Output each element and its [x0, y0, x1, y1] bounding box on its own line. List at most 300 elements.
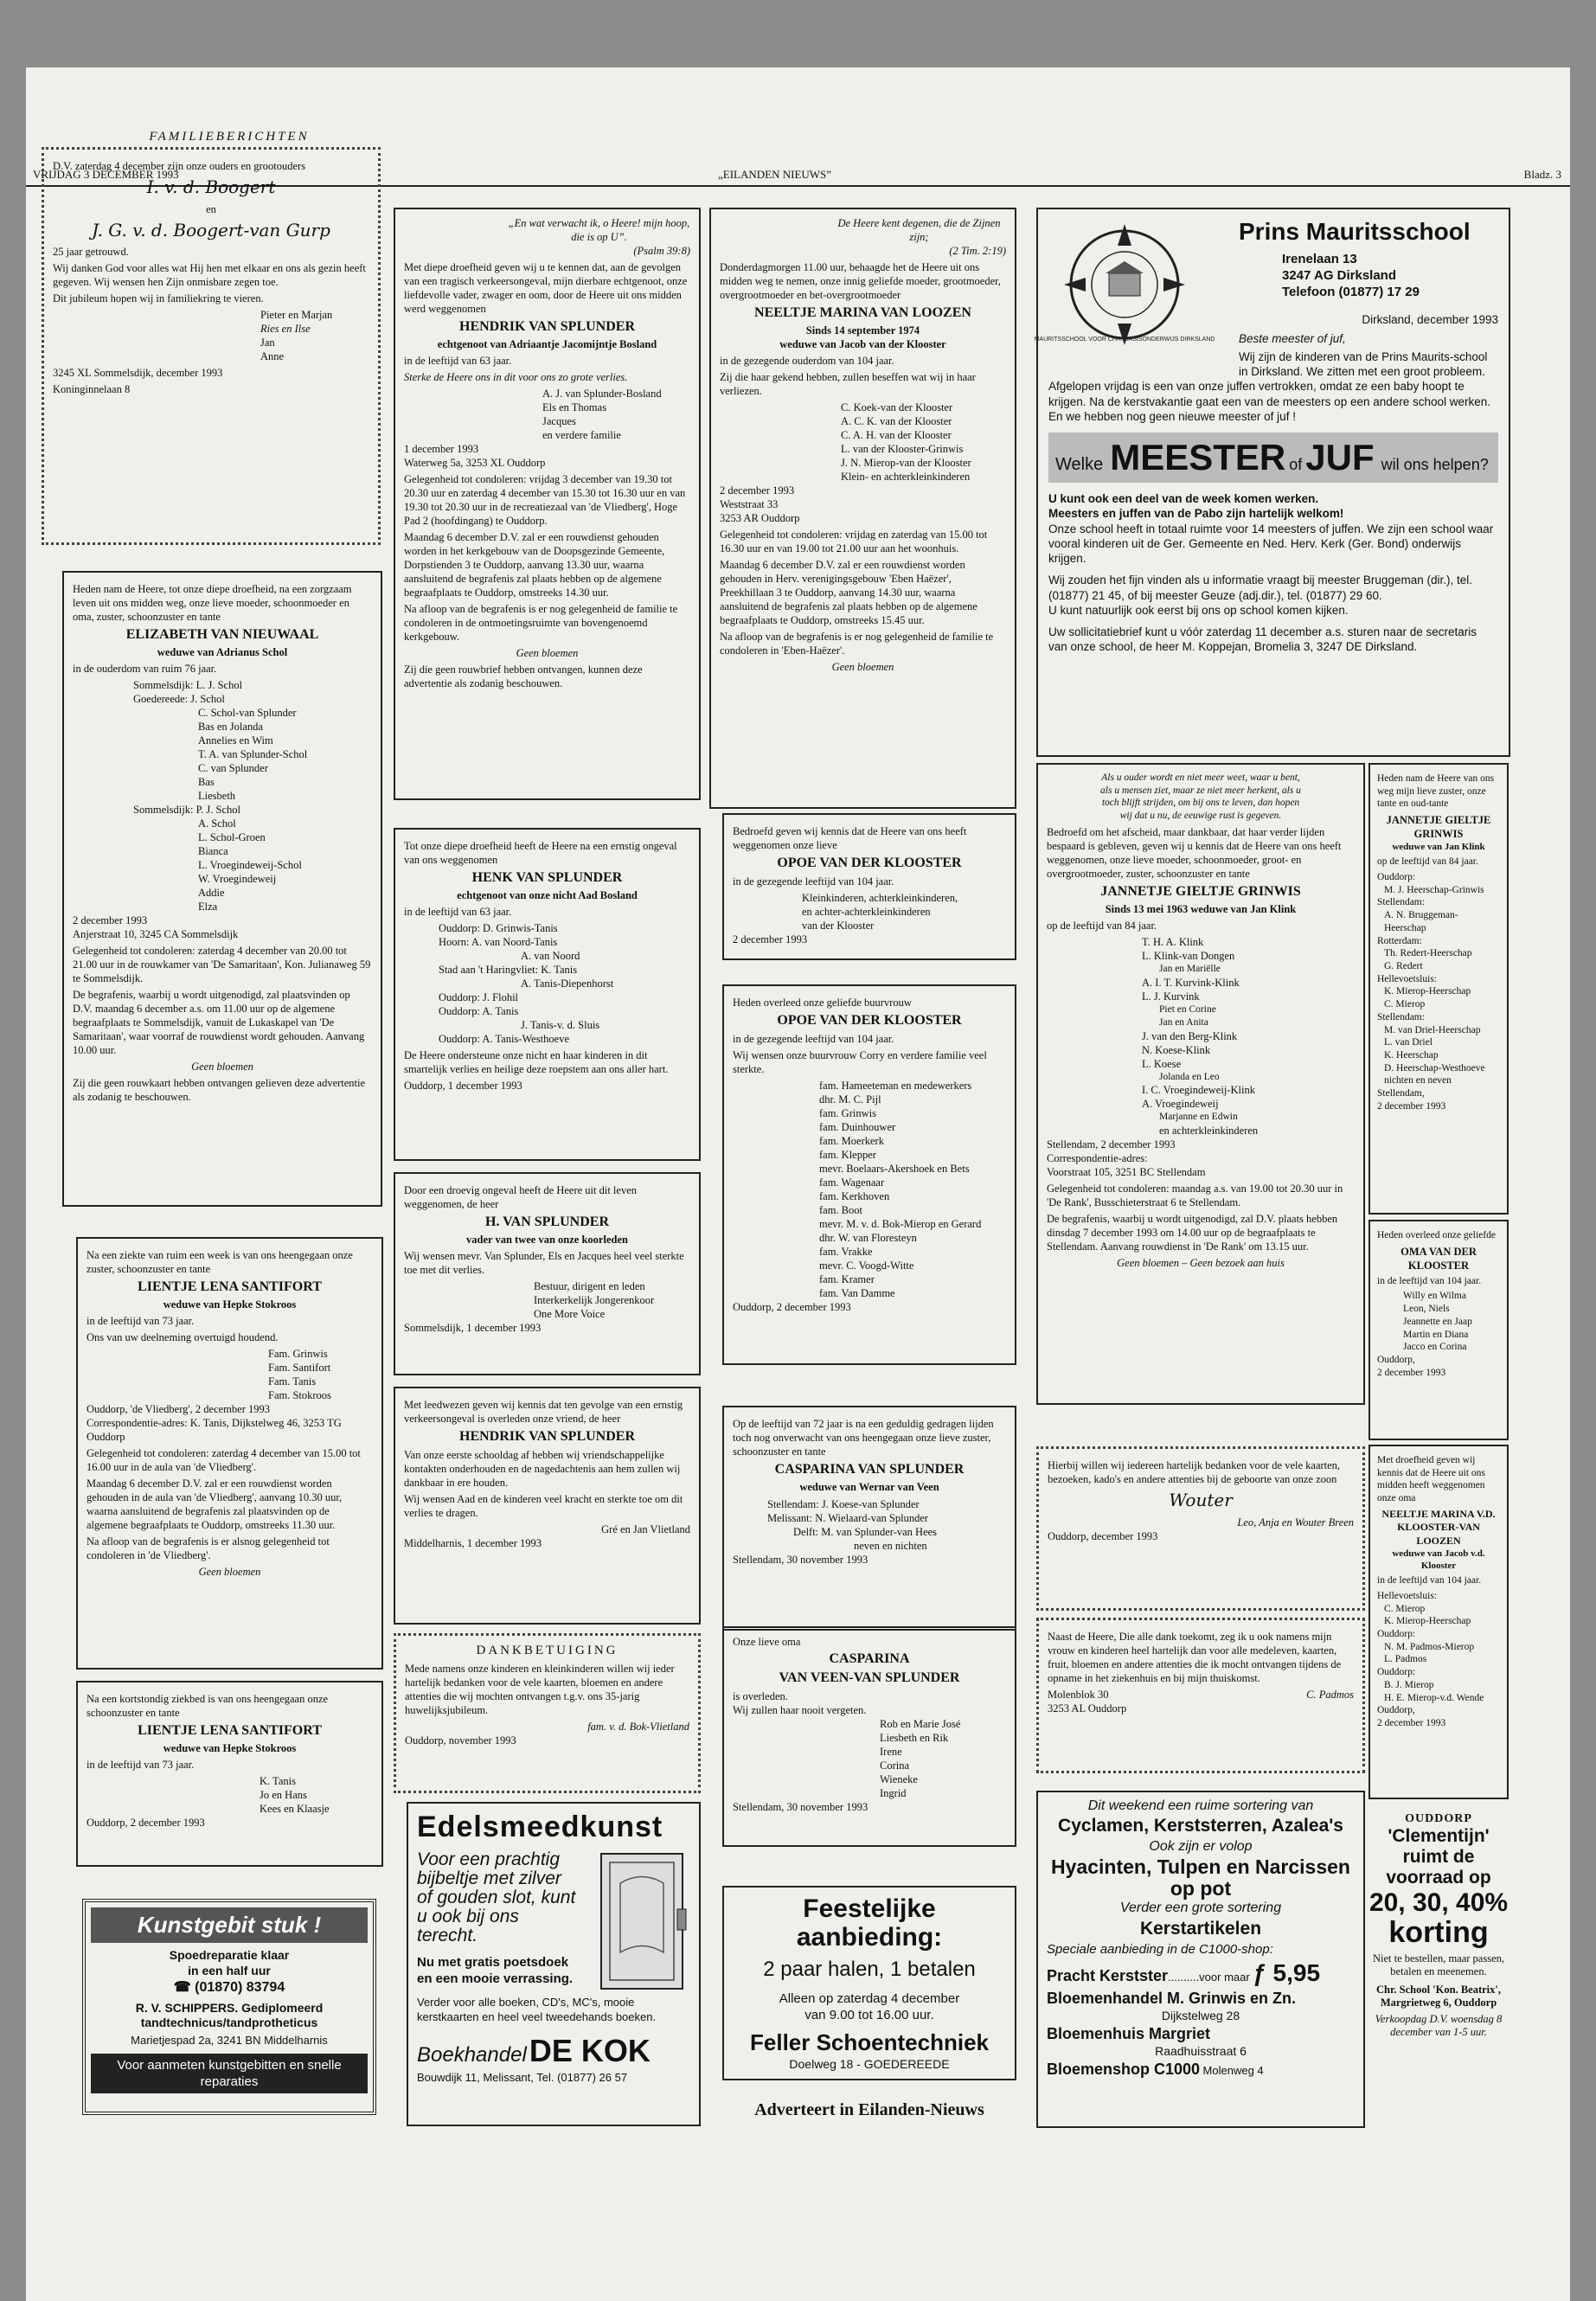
ad15-place: Stellendam, 2 december 1993 — [1047, 1138, 1176, 1150]
ad3-sub: weduwe van Hepke Stokroos — [163, 1298, 297, 1311]
ad1-family: Ries en Ilse — [260, 323, 311, 336]
ad3-text: Ons van uw deelneming overtuigd houdend. — [87, 1331, 279, 1344]
ad7-family: Interkerkelijk Jongerenkoor — [534, 1294, 655, 1307]
ad1-name2: J. G. v. d. Boogert-van Gurp — [92, 219, 330, 240]
clem-l4: Niet te bestellen, maar passen, betalen en meenemen. — [1372, 1952, 1505, 1978]
school-date: Dirksland, december 1993 — [1362, 313, 1498, 327]
ad6-family: Ouddorp: J. Flohil — [439, 991, 519, 1004]
ad6-family: A. van Noord — [521, 950, 580, 963]
ad18-family: Rotterdam: — [1377, 935, 1422, 946]
ad19-family: Martin en Diana — [1403, 1329, 1469, 1340]
ad1-family: Anne — [260, 350, 285, 363]
ad3-funeral: Maandag 6 december D.V. zal er een rouwdienst worden gehouden in de aula van 'de Vliedberg', aanvang 10.30 uur, waarna aansluitend de begrafenis zal plaatsvinden op de algemene begraafplaats te Ouddorp, omstreeks 11.30 uur. — [87, 1477, 343, 1532]
ad14-name: CASPARINA — [829, 1651, 910, 1666]
ad12-intro: Heden overleed onze geliefde buurvrouw — [733, 997, 912, 1009]
ad4-family: Jo en Hans — [260, 1789, 307, 1802]
ad18-family: Stellendam: — [1377, 897, 1425, 908]
ad6-family: J. Tanis-v. d. Sluis — [521, 1019, 600, 1032]
flower-l5: Verder een grote sortering — [1119, 1900, 1282, 1916]
ad5-note: Zij die geen rouwbrief hebben ontvangen, kunnen deze advertentie als zodanig beschouwen. — [404, 663, 643, 690]
ad14-family: Wieneke — [880, 1772, 918, 1785]
ad7-sub: vader van twee van onze koorleden — [466, 1234, 628, 1247]
feller-date1: Alleen op zaterdag 4 december — [779, 1990, 960, 2006]
ad-wouter — [1036, 1446, 1365, 1611]
ad15-verse: Als u ouder wordt en niet meer weet, waar u bent, als u mensen ziet, maar ze niet meer herkent, als u toch blijft strijden, om bij ons te leven, dan hopen wij dat u nu, de eeuwige rust is gegeven. — [1100, 772, 1301, 822]
school-street: Irenelaan 13 — [1282, 251, 1357, 266]
ad20-intro: Met droefheid geven wij kennis dat de Heere uit ons midden heeft weggenomen onze oma — [1377, 1455, 1485, 1504]
ad4-family: Kees en Klaasje — [260, 1803, 330, 1816]
ad20-sub: weduwe van Jacob v.d. Klooster — [1392, 1548, 1485, 1572]
clem-l6: Verkoopdag D.V. woensdag 8 december van 1-5 uur. — [1375, 2013, 1503, 2039]
ad12-family: dhr. M. C. Pijl — [819, 1093, 881, 1106]
ad5-funeral2: Na afloop van de begrafenis is er nog gelegenheid de familie te condoleren in de ontmoetingsruimte van bovengenoemd kerkgebouw. — [404, 603, 678, 644]
ad2-family: Elza — [198, 901, 218, 913]
ad20-age: in de leeftijd van 104 jaar. — [1377, 1575, 1482, 1586]
ad19-family: Leon, Niels — [1403, 1304, 1450, 1315]
ad1-years: 25 jaar getrouwd. — [53, 246, 129, 259]
ad13-place: Stellendam, 30 november 1993 — [733, 1554, 869, 1567]
ad14-family: Corina — [880, 1759, 910, 1772]
ad12-family: fam. Hameeteman en medewerkers — [819, 1080, 972, 1093]
ad6-age: in de leeftijd van 63 jaar. — [404, 906, 512, 919]
ad-hendrik-main — [394, 208, 701, 800]
ad16-place: Ouddorp, december 1993 — [1048, 1529, 1158, 1542]
ad12-family: fam. Duinhouwer — [819, 1121, 896, 1134]
school-phone: Telefoon (01877) 17 29 — [1282, 285, 1420, 300]
ad5-family: en verdere familie — [542, 429, 621, 442]
ad18-place: Stellendam, — [1377, 1088, 1425, 1099]
feller-date2: van 9.00 tot 16.00 uur. — [804, 2007, 934, 2022]
ad15-flowers: Geen bloemen – Geen bezoek aan huis — [1117, 1256, 1285, 1269]
kunst-line1: Spoedreparatie klaar — [169, 1948, 290, 1963]
clem-head: OUDDORP — [1405, 1812, 1472, 1825]
ad10-verse2: Zij die haar gekend hebben, zullen beseffen wat wij in haar verliezen. — [720, 371, 976, 398]
feller-title: Feestelijke aanbieding: — [796, 1894, 943, 1952]
flower-price: ƒ 5,95 — [1253, 1958, 1321, 1986]
feller-shop: Feller Schoentechniek — [750, 2029, 989, 2056]
banner-juf: JUF — [1305, 437, 1375, 478]
ad10-sub: weduwe van Jacob van der Klooster — [779, 338, 946, 351]
ad20-family: H. E. Mierop-v.d. Wende — [1384, 1692, 1484, 1703]
ad7-intro: Door een droevig ongeval heeft de Heere uit dit leven weggenomen, de heer — [404, 1184, 637, 1210]
ad4-name: LIENTJE LENA SANTIFORT — [138, 1723, 322, 1738]
kunst-footer: Voor aanmeten kunstgebitten en snelle reparaties — [91, 2054, 368, 2093]
ad20-family: Ouddorp: — [1377, 1628, 1416, 1639]
ad2-family: A. Schol — [198, 817, 236, 830]
ad5-funeral: Maandag 6 december D.V. zal er een rouwdienst gehouden worden in het kerkgebouw van de Doopsgezinde Gemeente, Dorpstienden 3 te Ouddorp, aanvang 13.30 uur, waarna aansluitend de begrafenis zal plaats hebben op de algemene begraafplaats te Ouddorp, omstreeks 14.30 uur. — [404, 531, 665, 599]
ad9-text: Mede namens onze kinderen en kleinkinderen willen wij ieder hartelijk bedanken voor de vele kaarten, bloemen en andere attenties die wij mochten ontvangen t.g.v. ons 35-jarig huwelijksjubileum. — [405, 1663, 675, 1717]
ad18-family: K. Mierop-Heerschap — [1384, 986, 1471, 997]
ad19-place: Ouddorp, — [1377, 1355, 1415, 1366]
ad15-age: op de leeftijd van 84 jaar. — [1047, 920, 1157, 933]
ad6-family: Stad aan 't Haringvliet: K. Tanis — [439, 964, 578, 977]
ad18-family: M. J. Heerschap-Grinwis — [1384, 884, 1484, 895]
ad12-family: fam. Moerkerk — [819, 1135, 884, 1148]
ad5-name: HENDRIK VAN SPLUNDER — [459, 319, 635, 334]
ad10-family: C. Koek-van der Klooster — [841, 401, 953, 414]
ad1-intro: D.V. zaterdag 4 december zijn onze ouders en grootouders — [53, 160, 306, 172]
kunst-line2: in een half uur — [188, 1964, 271, 1978]
ad-lientje-1 — [76, 1237, 383, 1670]
ad15-funeral: De begrafenis, waarbij u wordt uitgenodigd, zal D.V. plaats hebben dinsdag 7 december 1993 om 14.00 uur op de begraafplaats te Stellendam. Aanvang rouwdienst in 'De Rank' om 13.15 uur. — [1047, 1212, 1338, 1253]
ad8-text: Van onze eerste schooldag af hebben wij vriendschappelijke kontakten onderhouden en de nagedachtenis aan hem zullen wij dankbaar in ere houden. — [404, 1449, 681, 1490]
clem-l5: Chr. School 'Kon. Beatrix', Margrietweg 6, Ouddorp — [1376, 1984, 1501, 2009]
ad6-intro: Tot onze diepe droefheid heeft de Heere na een ernstig ongeval van ons weggenomen — [404, 840, 677, 866]
ad2-family: Sommelsdijk: P. J. Schol — [133, 804, 240, 817]
school-p4a: U kunt ook een deel van de week komen werken. — [1048, 492, 1319, 505]
ad3-funeral2: Na afloop van de begrafenis is er alsnog gelegenheid tot condoleren in 'de Vliedberg'. — [87, 1535, 330, 1562]
ad2-family: Addie — [198, 887, 225, 900]
ad20-family: N. M. Padmos-Mierop — [1384, 1641, 1475, 1652]
ad2-family: L. Schol-Groen — [198, 831, 266, 844]
ad2-family: C. van Splunder — [198, 762, 268, 775]
ad15-sub: Sinds 13 mei 1963 weduwe van Jan Klink — [1105, 903, 1297, 916]
ad13-family: Stellendam: J. Koese-van Splunder — [767, 1498, 920, 1511]
ad19-name: OMA VAN DER KLOOSTER — [1401, 1245, 1477, 1272]
ad3-intro: Na een ziekte van ruim een week is van ons heengegaan onze zuster, schoonzuster en tante — [87, 1249, 353, 1275]
ad18-age: op de leeftijd van 84 jaar. — [1377, 856, 1478, 868]
ad10-address2: 3253 AR Ouddorp — [720, 512, 800, 525]
ad2-flowers: Geen bloemen — [191, 1061, 253, 1074]
ad17-address2: 3253 AL Ouddorp — [1048, 1702, 1127, 1715]
ad2-family: Sommelsdijk: L. J. Schol — [133, 679, 243, 692]
ad15-family: L. J. Kurvink — [1142, 990, 1200, 1003]
ad20-family: Ouddorp: — [1377, 1667, 1416, 1678]
ad15-family: Jan en Mariëlle — [1159, 964, 1221, 975]
ad5-family: Jacques — [542, 415, 576, 428]
ad-dankbetuiging — [394, 1633, 701, 1793]
ad10-funeral2: Na afloop van de begrafenis is er nog gelegenheid de familie te condoleren in 'Eben-Haëzer'. — [720, 631, 994, 657]
clem-l2: 20, 30, 40% — [1368, 1888, 1509, 1918]
ad20-date: 2 december 1993 — [1377, 1718, 1446, 1729]
ad18-family: Ouddorp: — [1377, 871, 1416, 882]
ad-jannetje-sister — [1368, 763, 1509, 1215]
ad3-family: Fam. Grinwis — [268, 1348, 328, 1361]
ad10-family: J. N. Mierop-van der Klooster — [841, 457, 971, 470]
ad20-name: NEELTJE MARINA V.D. KLOOSTER-VAN LOOZEN — [1381, 1507, 1496, 1547]
ad-opoe-2 — [722, 984, 1016, 1365]
ad20-family: C. Mierop — [1384, 1603, 1426, 1614]
ad5-intro: Met diepe droefheid geven wij u te kennen dat, aan de gevolgen van een tragisch verkeersongeval, mijn dierbare echtgenoot, onze liefdevolle vader, zwager en oom, door de Heere uit ons midden werd weggenomen — [404, 261, 688, 315]
ad12-family: fam. Boot — [819, 1204, 862, 1217]
ad5-family: Els en Thomas — [542, 401, 607, 414]
ad5-condolence: Gelegenheid tot condoleren: vrijdag 3 december van 19.30 tot 20.30 uur en zaterdag 4 december van 15.30 tot 16.30 uur en van 19.30 tot 20.30 uur in de recreatiezaal van 'de Vliedberg', Hoge Pad 2 (hoofdingang) te Ouddorp. — [404, 473, 686, 528]
ad8-name: HENDRIK VAN SPLUNDER — [459, 1429, 635, 1444]
school-p8: Uw sollicitatiebrief kunt u vóór zaterdag 11 december a.s. sturen naar de secretaris van onze school, de heer M. Koppejan, Bromelia 3, 3247 DE Dirksland. — [1048, 625, 1477, 654]
header-page: Bladz. 3 — [1523, 168, 1561, 181]
ad15-family: Jolanda en Leo — [1159, 1071, 1220, 1082]
ad7-place: Sommelsdijk, 1 december 1993 — [404, 1322, 542, 1335]
ad18-family: L. van Driel — [1384, 1037, 1433, 1048]
ad2-name: ELIZABETH VAN NIEUWAAL — [125, 627, 319, 642]
ad5-sub: echtgenoot van Adriaantje Jacomijntje Bosland — [437, 338, 657, 351]
ad-school — [1036, 208, 1510, 757]
ad2-family: Goedereede: J. Schol — [133, 693, 225, 706]
ad5-flowers: Geen bloemen — [516, 647, 579, 660]
bible-icon — [594, 1849, 689, 1996]
ad2-date: 2 december 1993 — [73, 914, 148, 927]
header-date: VRIJDAG 3 DECEMBER 1993 — [33, 168, 179, 181]
school-p3: En we hebben nog geen nieuwe meester of juf ! — [1048, 409, 1296, 423]
ad18-family: nichten en neven — [1384, 1075, 1452, 1086]
ad10-name: NEELTJE MARINA VAN LOOZEN — [754, 305, 971, 320]
flower-l6: Kerstartikelen — [1139, 1918, 1262, 1939]
ad-kunstgebit — [82, 1899, 376, 2115]
ad19-family: Jacco en Corina — [1403, 1342, 1467, 1353]
ad2-intro: Heden nam de Heere, tot onze diepe droefheid, na een zorgzaam leven uit ons midden weg, onze lieve moeder, schoonmoeder en oma, zuster, schoonzuster en tante — [73, 583, 352, 623]
ad15-family: en achterkleinkinderen — [1159, 1124, 1259, 1137]
ad14-text2: Wij zullen haar nooit vergeten. — [733, 1703, 867, 1716]
ad2-family: W. Vroegindeweij — [198, 873, 277, 886]
ad-choir — [394, 1172, 701, 1375]
ad-feller — [722, 1886, 1016, 2080]
ad5-date: 1 december 1993 — [404, 443, 479, 456]
ad10-age: in de gezegende ouderdom van 104 jaar. — [720, 355, 894, 368]
ad11-family: van der Klooster — [802, 920, 875, 933]
school-banner — [1048, 433, 1498, 483]
ad8-intro: Met leedwezen geven wij kennis dat ten gevolge van een ernstig verkeersongeval is overleden onze vriend, de heer — [404, 1399, 683, 1425]
ad8-place: Middelharnis, 1 december 1993 — [404, 1537, 542, 1550]
flower-l2: Cyclamen, Kerststerren, Azalea's — [1058, 1816, 1343, 1836]
ad8-text2: Wij wensen Aad en de kinderen veel kracht en sterkte toe om dit verlies te dragen. — [404, 1493, 683, 1520]
ad19-family: Jeannette en Jaap — [1403, 1316, 1472, 1327]
ad1-text: Wij danken God voor alles wat Hij hen met elkaar en ons als gezin heeft gegeven. Wij wensen hen Zijn onmisbare zegen toe. — [53, 262, 366, 289]
ad20-family: B. J. Mierop — [1384, 1679, 1434, 1690]
ad-neeltje — [709, 208, 1016, 809]
ad11-family: Kleinkinderen, achterkleinkinderen, — [802, 892, 958, 905]
ad6-family: Ouddorp: D. Grinwis-Tanis — [439, 922, 558, 935]
banner-of: of — [1289, 456, 1303, 474]
ad9-sign: fam. v. d. Bok-Vlietland — [587, 1721, 689, 1734]
ad10-verse: De Heere kent degenen, die de Zijnen zijn; — [837, 217, 1001, 243]
kunst-address: Marietjespad 2a, 3241 BN Middelharnis — [131, 2034, 328, 2048]
ad19-date: 2 december 1993 — [1377, 1367, 1446, 1378]
ad11-name: OPOE VAN DER KLOOSTER — [777, 856, 962, 870]
ad17-address: Molenblok 30 — [1048, 1689, 1109, 1701]
ad10-ref: (2 Tim. 2:19) — [949, 245, 1006, 257]
ad5-ref: (Psalm 39:8) — [633, 245, 690, 257]
ad15-family: L. Koese — [1142, 1057, 1182, 1070]
ad11-age: in de gezegende leeftijd van 104 jaar. — [733, 875, 894, 888]
school-p2: Afgelopen vrijdag is een van onze juffen vertrokken, omdat ze een baby hoopt te krijgen. Na de kerstvakantie gaat een van de meesters op een andere school werken. — [1048, 380, 1491, 408]
ad12-family: fam. Kramer — [819, 1273, 875, 1286]
school-p7: U kunt natuurlijk ook eerst bij ons op school komen kijken. — [1048, 603, 1349, 617]
school-city: 3247 AG Dirksland — [1282, 268, 1397, 284]
ad18-family: M. van Driel-Heerschap — [1384, 1024, 1481, 1035]
ad6-family: Ouddorp: A. Tanis-Westhoeve — [439, 1033, 569, 1046]
ad13-family: Melissant: N. Wielaard-van Splunder — [767, 1512, 929, 1525]
ad2-funeral: De begrafenis, waarbij u wordt uitgenodigd, zal plaatsvinden op D.V. maandag 6 december a.s. om 11.00 uur op de algemene begraafplaats te Sommelsdijk, vanuit de Lukaskapel van 'De Samaritaan', waar voorraf de rouwdienst wordt gehouden. Aanvang 10.00 uur. — [73, 989, 365, 1057]
ad12-family: mevr. Boelaars-Akershoek en Bets — [819, 1163, 970, 1176]
flower-l7: Speciale aanbieding in de C1000-shop: — [1047, 1941, 1273, 1957]
ad14-family: Liesbeth en Rik — [880, 1731, 949, 1744]
ad15-corr2: Voorstraat 105, 3251 BC Stellendam — [1047, 1165, 1206, 1178]
ad-henk — [394, 828, 701, 1161]
ad18-date: 2 december 1993 — [1377, 1100, 1446, 1112]
ad11-date: 2 december 1993 — [733, 933, 808, 946]
ad14-family: Rob en Marie José — [880, 1717, 961, 1730]
ad20-family: K. Mierop-Heerschap — [1384, 1616, 1471, 1627]
ad3-family: Fam. Tanis — [268, 1375, 317, 1388]
ad12-family: mevr. C. Voogd-Witte — [819, 1259, 914, 1272]
edel-title: Edelsmeedkunst — [417, 1811, 663, 1843]
school-logo-icon — [1034, 220, 1215, 349]
ad4-intro: Na een kortstondig ziekbed is van ons heengegaan onze schoonzuster en tante — [87, 1693, 329, 1719]
ad14-text1: is overleden. — [733, 1689, 788, 1702]
kunst-company: R. V. SCHIPPERS. Gediplomeerd tandtechnicus/tandprotheticus — [135, 2000, 324, 2030]
edel-brand2: DE KOK — [529, 2033, 651, 2069]
ad-padmos — [1036, 1618, 1365, 1773]
edel-brand1: Boekhandel — [417, 2043, 527, 2067]
ad12-family: fam. Klepper — [819, 1149, 876, 1162]
ad2-family: Bas en Jolanda — [198, 721, 263, 734]
ad-casparina-2 — [722, 1626, 1016, 1847]
ad20-place: Ouddorp, — [1377, 1705, 1415, 1716]
flower-s2b: Raadhuisstraat 6 — [1155, 2043, 1247, 2058]
ad2-address: Anjerstraat 10, 3245 CA Sommelsdijk — [73, 928, 239, 941]
ad15-family: Piet en Corine — [1159, 1004, 1216, 1016]
ad18-family: G. Redert — [1384, 960, 1423, 971]
ad-opoe-1 — [722, 813, 1016, 960]
ad9-place: Ouddorp, november 1993 — [405, 1734, 516, 1747]
ad16-name: Wouter — [1169, 1490, 1233, 1510]
ad5-age: in de leeftijd van 63 jaar. — [404, 355, 512, 368]
ad15-family: N. Koese-Klink — [1142, 1043, 1211, 1056]
ad1-address: 3245 XL Sommelsdijk, december 1993 — [53, 367, 223, 380]
ad13-intro: Op de leeftijd van 72 jaar is na een geduldig gedragen lijden toch nog onverwacht van ons heengegaan onze lieve zuster, schoonzuster en tante — [733, 1418, 994, 1458]
ad18-family: K. Heerschap — [1384, 1050, 1439, 1061]
ad18-family: C. Mierop — [1384, 999, 1426, 1010]
ad10-intro: Donderdagmorgen 11.00 uur, behaagde het de Heere uit ons midden weg te nemen, onze innig geliefde moeder, grootmoeder, overgrootmoeder en bet-overgrootmoeder — [720, 261, 1001, 301]
ad13-name: CASPARINA VAN SPLUNDER — [774, 1462, 965, 1477]
ad14-name2: VAN VEEN-VAN SPLUNDER — [779, 1670, 960, 1686]
ad10-date: 2 december 1993 — [720, 484, 795, 497]
ad-oma-klooster — [1368, 1220, 1509, 1440]
kunst-title: Kunstgebit stuk ! — [91, 1907, 368, 1943]
ad7-family: One More Voice — [534, 1308, 606, 1321]
ad2-family: T. A. van Splunder-Schol — [198, 748, 308, 761]
flower-s1: Bloemenhandel M. Grinwis en Zn. — [1047, 1989, 1297, 2007]
ad15-family: J. van den Berg-Klink — [1142, 1029, 1238, 1042]
ad15-name: JANNETJE GIELTJE GRINWIS — [1100, 883, 1301, 899]
ad18-sub: weduwe van Jan Klink — [1392, 842, 1485, 853]
header-paper: „EILANDEN NIEUWS” — [718, 168, 832, 181]
ad20-family: L. Padmos — [1384, 1654, 1427, 1665]
edel-slogan: Voor een prachtig bijbeltje met zilver of gouden slot, kunt u ook bij ons terecht. — [417, 1849, 576, 1945]
ad12-family: fam. Grinwis — [819, 1107, 876, 1120]
ad15-family: I. C. Vroegindeweij-Klink — [1142, 1084, 1255, 1097]
flower-l8a: Pracht Kerstster — [1047, 1966, 1169, 1984]
ad10-flowers: Geen bloemen — [831, 661, 894, 674]
ad9-title: DANKBETUIGING — [476, 1644, 619, 1657]
ad18-name: JANNETJE GIELTJE GRINWIS — [1386, 814, 1491, 841]
ad18-family: Stellendam: — [1377, 1011, 1425, 1022]
ad3-name: LIENTJE LENA SANTIFORT — [138, 1279, 322, 1294]
ad6-family: A. Tanis-Diepenhorst — [521, 977, 614, 990]
ad2-family: C. Schol-van Splunder — [198, 707, 297, 720]
ad1-name1: I. v. d. Boogert — [146, 176, 276, 197]
flower-l4: Hyacinten, Tulpen en Narcissen op pot — [1051, 1855, 1350, 1900]
ad12-family: mevr. M. v. d. Bok-Mierop en Gerard — [819, 1218, 982, 1231]
promo-text: Adverteert in Eilanden-Nieuws — [754, 2100, 984, 2119]
ad6-text: De Heere ondersteune onze nicht en haar kinderen in dit smartelijk verlies en heilige deze roepstem aan ons aller hart. — [404, 1049, 669, 1076]
ad18-intro: Heden nam de Heere van ons weg mijn lieve zuster, onze tante en oud-tante — [1377, 773, 1495, 810]
ad5-verse: „En wat verwacht ik, o Heere! mijn hoop, die is op U”. — [508, 217, 690, 243]
ad-neeltje-grandkids — [1368, 1445, 1509, 1799]
feller-address: Doelweg 18 - GOEDEREEDE — [789, 2057, 950, 2072]
feller-offer: 2 paar halen, 1 betalen — [763, 1958, 976, 1981]
ad6-name: HENK VAN SPLUNDER — [471, 870, 623, 885]
ad-lientje-2 — [76, 1681, 383, 1867]
ad10-sub1: Sinds 14 september 1974 — [805, 324, 920, 337]
ad4-family: K. Tanis — [260, 1775, 296, 1788]
ad2-family: Bianca — [198, 845, 228, 858]
flower-s3b: Molenweg 4 — [1202, 2063, 1264, 2077]
ad3-age: in de leeftijd van 73 jaar. — [87, 1315, 195, 1328]
ad18-family: D. Heerschap-Westhoeve — [1384, 1062, 1485, 1074]
ad3-corr: Correspondentie-adres: K. Tanis, Dijkstelweg 46, 3253 TG Ouddorp — [87, 1417, 342, 1444]
ad13-family: neven en nichten — [854, 1540, 927, 1553]
ad14-family: Irene — [880, 1745, 902, 1758]
ad15-family: Marjanne en Edwin — [1159, 1112, 1238, 1123]
banner-pre: Welke — [1055, 455, 1104, 475]
ad10-family: Klein- en achterkleinkinderen — [841, 471, 971, 484]
ad13-sub: weduwe van Wernar van Veen — [799, 1481, 939, 1494]
ad2-note: Zij die geen rouwkaart hebben ontvangen gelieven deze advertentie als zodanig te beschouwen. — [73, 1077, 366, 1104]
ad-clementijn — [1368, 1812, 1509, 2124]
school-title: Prins Mauritsschool — [1239, 218, 1471, 245]
ad13-family: Delft: M. van Splunder-van Hees — [793, 1526, 938, 1539]
ad12-family: fam. Kerkhoven — [819, 1190, 890, 1203]
school-p4b: Meesters en juffen van de Pabo zijn hartelijk welkom! — [1048, 507, 1344, 521]
ad1-street: Koninginnelaan 8 — [53, 383, 131, 396]
ad-jannetje-main — [1036, 763, 1365, 1405]
ad6-family: Hoorn: A. van Noord-Tanis — [439, 936, 558, 949]
flower-l3: Ook zijn er volop — [1149, 1839, 1253, 1855]
ad15-family: A. I. T. Kurvink-Klink — [1142, 977, 1240, 990]
ad10-family: C. A. H. van der Klooster — [841, 429, 952, 442]
ad11-intro: Bedroefd geven wij kennis dat de Heere van ons heeft weggenomen onze lieve — [733, 825, 967, 851]
ad4-place: Ouddorp, 2 december 1993 — [87, 1817, 205, 1830]
ad20-family: Hellevoetsluis: — [1377, 1590, 1437, 1601]
ad17-text: Naast de Heere, Die alle dank toekomt, zeg ik u ook namens mijn vrouw en kinderen heel hartelijk dan voor alle medeleven, kaarten, fruit, bloemen en andere attenties die ik mocht ontvangen tijdens de opname in het ziekenhuis en bij mijn thuiskomst. — [1048, 1631, 1342, 1684]
ad10-family: A. C. K. van der Klooster — [841, 415, 952, 428]
ad6-family: Ouddorp: A. Tanis — [439, 1005, 519, 1018]
flower-s2: Bloemenhuis Margriet — [1047, 2024, 1211, 2042]
edel-address: Bouwdijk 11, Melissant, Tel. (01877) 26 57 — [417, 2071, 628, 2085]
ad2-condolence: Gelegenheid tot condoleren: zaterdag 4 december van 20.00 tot 21.00 uur in de rouwkamer van 'De Samaritaan', Kon. Julianaweg 59 te Sommelsdijk. — [73, 945, 371, 985]
ad7-name: H. VAN SPLUNDER — [485, 1215, 609, 1229]
ad18-family: Hellevoetsluis: — [1377, 973, 1437, 984]
ad7-text: Wij wensen mevr. Van Splunder, Els en Jacques heel veel sterkte toe met dit verlies. — [404, 1250, 684, 1277]
ad12-age: in de gezegende leeftijd van 104 jaar. — [733, 1033, 894, 1046]
ad14-family: Ingrid — [880, 1786, 907, 1799]
ad2-family: L. Vroegindeweij-Schol — [198, 859, 302, 872]
clem-l1: 'Clementijn' ruimt de voorraad op — [1386, 1826, 1491, 1888]
edel-text: Verder voor alle boeken, CD's, MC's, mooie kerstkaarten en heel veel tweedehands boeken. — [417, 1996, 657, 2023]
ad10-funeral: Maandag 6 december D.V. zal er een rouwdienst worden gehouden in Herv. verenigingsgebouw 'Eben Haëzer', Preekhillaan 3 te Ouddorp, aanvang 14.30 uur, waarna aansluitend de begrafenis zal plaats hebben op de algemene begraafplaats te Ouddorp, omstreeks 15.45 uur. — [720, 559, 977, 627]
ad-friends — [394, 1387, 701, 1625]
ad19-family: Willy en Wilma — [1403, 1291, 1466, 1302]
ad14-place: Stellendam, 30 november 1993 — [733, 1800, 869, 1813]
ad15-family: A. Vroegindeweij — [1142, 1098, 1219, 1111]
ad2-age: in de ouderdom van ruim 76 jaar. — [73, 663, 217, 676]
school-p5: Onze school heeft in totaal ruimte voor 14 meesters of juffen. We zijn een school waar vooral kinderen uit de Ger. Gemeente en Ned. Herv. Kerk (Ger. Bond) onderwijs krijgen. — [1048, 522, 1494, 566]
ad14-intro: Onze lieve oma — [733, 1636, 801, 1648]
flower-l8b: ..........voor maar — [1168, 1970, 1250, 1984]
ad15-corr: Correspondentie-adres: — [1047, 1151, 1148, 1164]
ad19-intro: Heden overleed onze geliefde — [1377, 1230, 1496, 1240]
